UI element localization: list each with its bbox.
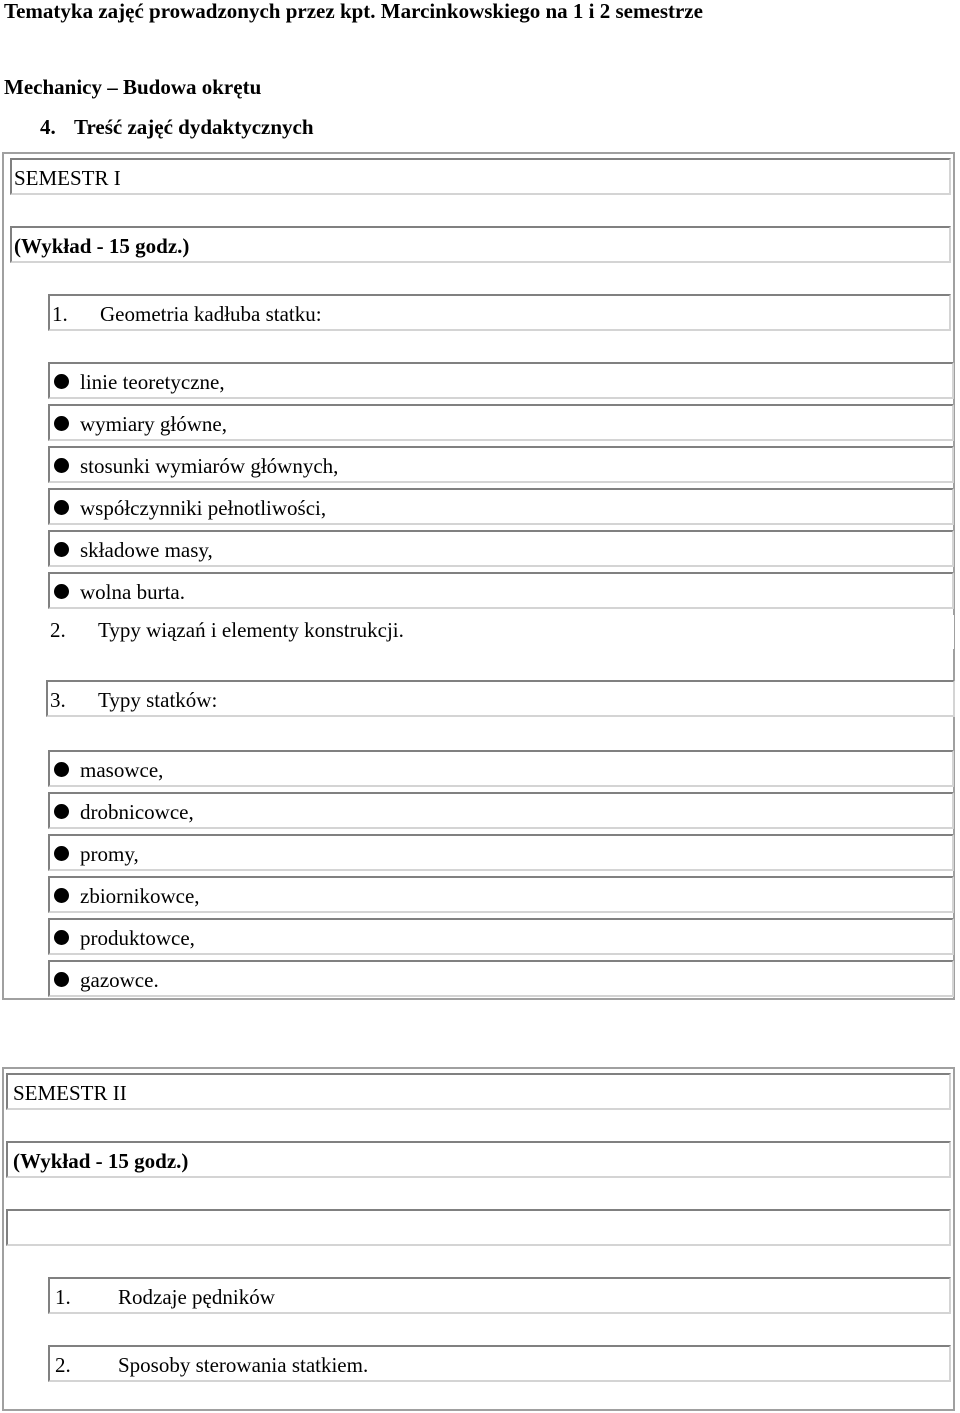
topic-3-cell: [46, 680, 955, 717]
semester-2-topic-1-number: 1.: [55, 1285, 71, 1309]
bullet-icon: [54, 846, 69, 861]
document-subtitle: Mechanicy – Budowa okrętu: [4, 75, 262, 99]
topic-3-item-text: drobnicowce,: [80, 800, 194, 824]
semester-2-heading: SEMESTR II: [13, 1081, 127, 1105]
semester-2-heading-cell: [6, 1073, 951, 1110]
bullet-icon: [54, 458, 69, 473]
bullet-icon: [54, 804, 69, 819]
bullet-icon: [54, 584, 69, 599]
topic-1-item: [48, 404, 954, 441]
document-title: Tematyka zajęć prowadzonych przez kpt. Marcinkowskiego na 1 i 2 semestrze: [4, 0, 703, 23]
topic-1-item: [48, 446, 954, 483]
section-heading: [40, 115, 314, 140]
topic-3-item-text: promy,: [80, 842, 139, 866]
topic-2-cell: [48, 615, 954, 649]
topic-1-item: [48, 362, 954, 399]
topic-1-item: [48, 488, 954, 525]
bullet-icon: [54, 972, 69, 987]
topic-1-item-text: linie teoretyczne,: [80, 370, 225, 394]
topic-3-item: [48, 960, 954, 997]
section-label: Treść zajęć dydaktycznych: [74, 115, 314, 139]
topic-1-item-text: wolna burta.: [80, 580, 185, 604]
bullet-icon: [54, 762, 69, 777]
semester-1-lecture: (Wykład - 15 godz.): [14, 234, 190, 258]
topic-3-label: Typy statków:: [98, 688, 218, 712]
topic-3-item: [48, 918, 954, 955]
topic-3-item: [48, 792, 954, 829]
topic-1-item: [48, 572, 954, 609]
topic-3-item: [48, 876, 954, 913]
semester-2-empty-cell: [6, 1209, 951, 1246]
topic-1-cell: [48, 294, 951, 331]
topic-3-item-text: zbiornikowce,: [80, 884, 200, 908]
topic-3-item: [48, 750, 954, 787]
semester-2-table: [2, 1067, 955, 1411]
topic-3-item-text: gazowce.: [80, 968, 159, 992]
bullet-icon: [54, 500, 69, 515]
semester-2-lecture-cell: [6, 1141, 951, 1178]
bullet-icon: [54, 888, 69, 903]
topic-2-number: 2.: [50, 618, 66, 642]
bullet-icon: [54, 930, 69, 945]
semester-1-lecture-cell: [10, 226, 951, 263]
topic-1-item-text: stosunki wymiarów głównych,: [80, 454, 339, 478]
semester-2-topic-2-label: Sposoby sterowania statkiem.: [118, 1353, 369, 1377]
topic-1-item: [48, 530, 954, 567]
topic-3-item: [48, 834, 954, 871]
topic-3-item-text: produktowce,: [80, 926, 195, 950]
topic-3-item-text: masowce,: [80, 758, 164, 782]
topic-1-number: 1.: [52, 302, 68, 326]
semester-2-topic-2-number: 2.: [55, 1353, 71, 1377]
topic-2-label: Typy wiązań i elementy konstrukcji.: [98, 618, 404, 642]
topic-3-number: 3.: [50, 688, 66, 712]
topic-1-item-text: współczynniki pełnotliwości,: [80, 496, 327, 520]
semester-2-topic-1-label: Rodzaje pędników: [118, 1285, 275, 1309]
topic-1-label: Geometria kadłuba statku:: [100, 302, 322, 326]
semester-1-heading-cell: [10, 158, 951, 195]
section-number: 4.: [40, 115, 56, 139]
semester-1-heading: SEMESTR I: [14, 166, 121, 190]
bullet-icon: [54, 374, 69, 389]
bullet-icon: [54, 416, 69, 431]
topic-1-item-text: składowe masy,: [80, 538, 213, 562]
semester-2-topic-1-cell: [48, 1277, 951, 1314]
semester-2-topic-2-cell: [48, 1345, 951, 1382]
bullet-icon: [54, 542, 69, 557]
semester-2-lecture: (Wykład - 15 godz.): [13, 1149, 189, 1173]
topic-1-item-text: wymiary główne,: [80, 412, 227, 436]
